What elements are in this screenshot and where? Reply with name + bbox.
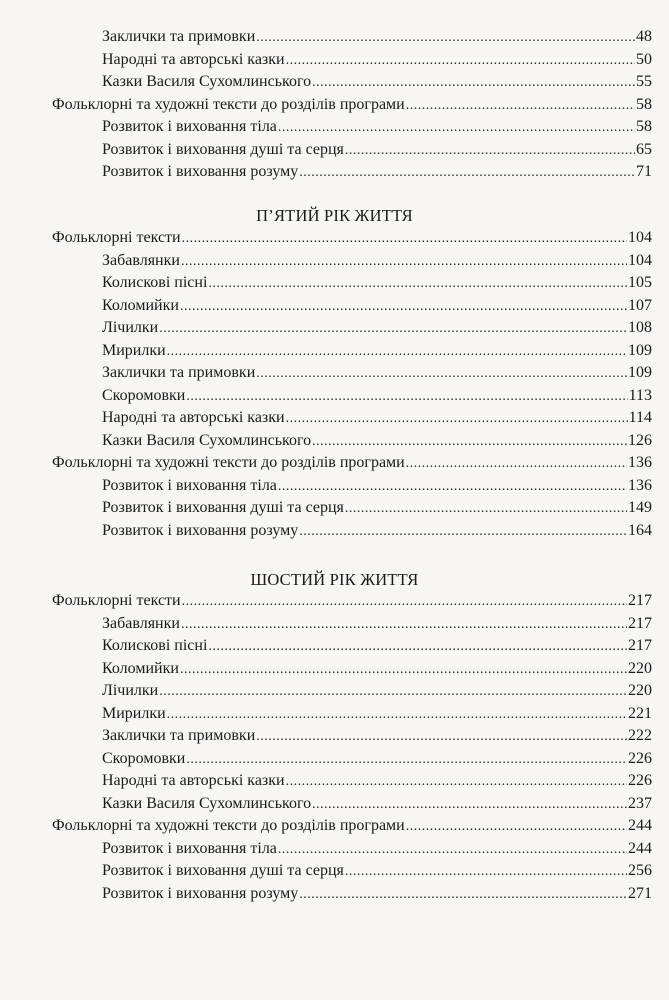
toc-entry-title: Фольклорні тексти [52,229,181,246]
toc-entry [52,862,652,885]
toc-entry [52,342,652,365]
toc-entry [52,772,652,795]
toc-leader-dots [256,30,635,46]
toc-entry [52,477,652,500]
toc-entry [52,615,652,638]
toc-entry-page: 105 [628,274,652,291]
toc-leader-dots [345,143,635,159]
toc-entry [52,432,652,455]
toc-entry [52,750,652,773]
toc-leader-dots [299,165,635,181]
toc-entry-page: 114 [628,409,652,426]
toc-entry-title: Коломийки [102,296,179,314]
toc-entry-title: Лічилки [102,319,159,336]
toc-entry [52,705,652,728]
toc-leader-dots [312,434,627,450]
toc-entry-page: 221 [628,704,652,722]
toc-entry-page: 107 [628,296,652,314]
toc-leader-dots [286,53,635,69]
toc-entry [52,73,652,96]
toc-entry [52,141,652,164]
toc-leader-dots [159,684,627,700]
toc-entry-page: 164 [628,521,652,539]
section-heading-sixth-year: ШОСТИЙ РІК ЖИТТЯ [250,570,419,589]
toc-entry-title: Коломийки [102,659,179,677]
toc-entry-title: Скоромовки [102,749,186,767]
toc-entry [52,817,652,840]
toc-entry [52,682,652,705]
toc-leader-dots [208,276,627,292]
toc-entry [52,387,652,410]
toc-entry-title: Заклички та примовки [102,28,256,45]
toc-entry-title: Заклички та примовки [102,364,256,381]
toc-leader-dots [406,456,627,472]
toc-entry [52,454,652,477]
toc-entry [52,885,652,908]
toc-entry-title: Колискові пісні [102,274,208,291]
toc-leader-dots [406,98,635,114]
toc-entry-page: 108 [628,319,652,336]
toc-entry [52,660,652,683]
toc-entry [52,28,652,51]
toc-leader-dots [182,231,627,247]
toc-leader-dots [345,501,627,517]
toc-entry-page: 104 [628,229,652,246]
toc-leader-dots [345,864,627,880]
toc-entry-title: Скоромовки [102,386,186,404]
toc-entry [52,499,652,522]
toc-entry-title: Казки Василя Сухомлинського [102,73,312,90]
toc-entry-title: Фольклорні тексти [52,592,181,609]
toc-leader-dots [186,752,627,768]
toc-entry [52,319,652,342]
toc-entry-page: 237 [628,794,652,812]
toc-entry-page: 50 [636,50,652,68]
toc-entry-page: 217 [628,614,652,632]
toc-leader-dots [312,75,635,91]
toc-entry-page: 220 [628,659,652,677]
toc-entry-title: Лічилки [102,682,159,699]
toc-entry [52,229,652,252]
toc-entry-page: 220 [628,682,652,699]
toc-leader-dots [159,321,627,337]
toc-entry [52,364,652,387]
toc-entry-page: 217 [628,637,652,654]
toc-leader-dots [180,299,627,315]
toc-leader-dots [312,797,627,813]
toc-entry-page: 65 [636,140,652,158]
toc-leader-dots [278,120,635,136]
toc-entry-page: 226 [628,749,652,767]
toc-entry-title: Розвиток і виховання тіла [102,476,277,494]
toc-entry-page: 109 [628,341,652,359]
toc-entry-title: Мирилки [102,341,166,359]
toc-entry-title: Забавлянки [102,251,180,269]
toc-entry [52,637,652,660]
toc-leader-dots [406,819,627,835]
toc-entry-page: 126 [628,431,652,449]
toc-leader-dots [181,617,627,633]
toc-entry [52,252,652,275]
toc-entry-title: Народні та авторські казки [102,409,285,426]
toc-entry-title: Розвиток і виховання тіла [102,118,277,135]
toc-leader-dots [299,887,627,903]
toc-entry [52,522,652,545]
toc-entry [52,592,652,615]
toc-entry-title: Розвиток і виховання душі та серця [102,499,344,516]
toc-leader-dots [256,729,627,745]
toc-entry-title: Фольклорні та художні тексти до розділів програми [52,95,405,113]
toc-entry [52,96,652,119]
toc-entry [52,409,652,432]
toc-entry-title: Розвиток і виховання розуму [102,163,299,180]
toc-entry-page: 244 [628,839,652,857]
toc-entry [52,118,652,141]
toc-entry-title: Казки Василя Сухомлинського [102,431,312,449]
toc-entry [52,51,652,74]
toc-leader-dots [278,842,627,858]
toc-entry [52,727,652,750]
toc-leader-dots [299,524,627,540]
toc-entry-title: Забавлянки [102,614,180,632]
toc-entry-title: Розвиток і виховання розуму [102,521,299,539]
toc-entry-page: 71 [636,163,652,180]
toc-entry-title: Фольклорні та художні тексти до розділів програми [52,454,405,471]
toc-entry-page: 113 [628,386,652,404]
toc-leader-dots [286,411,628,427]
toc-entry-page: 48 [636,28,652,45]
toc-entry [52,795,652,818]
toc-entry-title: Заклички та примовки [102,727,256,744]
toc-entry-page: 58 [636,118,652,135]
toc-entry [52,163,652,186]
toc-leader-dots [256,366,627,382]
toc-leader-dots [182,594,627,610]
toc-entry-page: 226 [628,772,652,789]
toc-entry [52,274,652,297]
toc-entry-title: Розвиток і виховання душі та серця [102,862,344,879]
toc-entry-page: 104 [628,251,652,269]
toc-entry-title: Розвиток і виховання тіла [102,839,277,857]
toc-entry-page: 109 [628,364,652,381]
section-heading-fifth-year: П’ЯТИЙ РІК ЖИТТЯ [256,206,413,225]
toc-entry-title: Колискові пісні [102,637,208,654]
toc-entry-page: 58 [636,95,652,113]
toc-entry-title: Народні та авторські казки [102,50,285,68]
toc-block-fifth-year [52,229,652,544]
toc-entry-title: Казки Василя Сухомлинського [102,794,312,812]
toc-entry-title: Мирилки [102,704,166,722]
toc-entry-page: 244 [628,817,652,834]
toc-entry-page: 136 [628,454,652,471]
toc-entry-page: 136 [628,476,652,494]
toc-leader-dots [208,639,627,655]
toc-leader-dots [286,774,627,790]
toc-leader-dots [186,389,627,405]
toc-entry-page: 271 [628,884,652,902]
toc-entry-title: Фольклорні та художні тексти до розділів програми [52,817,405,834]
toc-block-sixth-year [52,592,652,907]
toc-leader-dots [181,254,627,270]
toc-entry-page: 256 [628,862,652,879]
toc-leader-dots [167,344,627,360]
toc-entry-title: Народні та авторські казки [102,772,285,789]
toc-entry-title: Розвиток і виховання душі та серця [102,140,344,158]
toc-entry-page: 217 [628,592,652,609]
toc-leader-dots [167,707,627,723]
toc-entry-page: 222 [628,727,652,744]
toc-entry-page: 149 [628,499,652,516]
toc-leader-dots [278,479,627,495]
toc-leader-dots [180,662,627,678]
toc-entry-title: Розвиток і виховання розуму [102,884,299,902]
toc-block-continued [52,28,652,186]
toc-entry [52,840,652,863]
toc-entry-page: 55 [636,73,652,90]
toc-entry [52,297,652,320]
